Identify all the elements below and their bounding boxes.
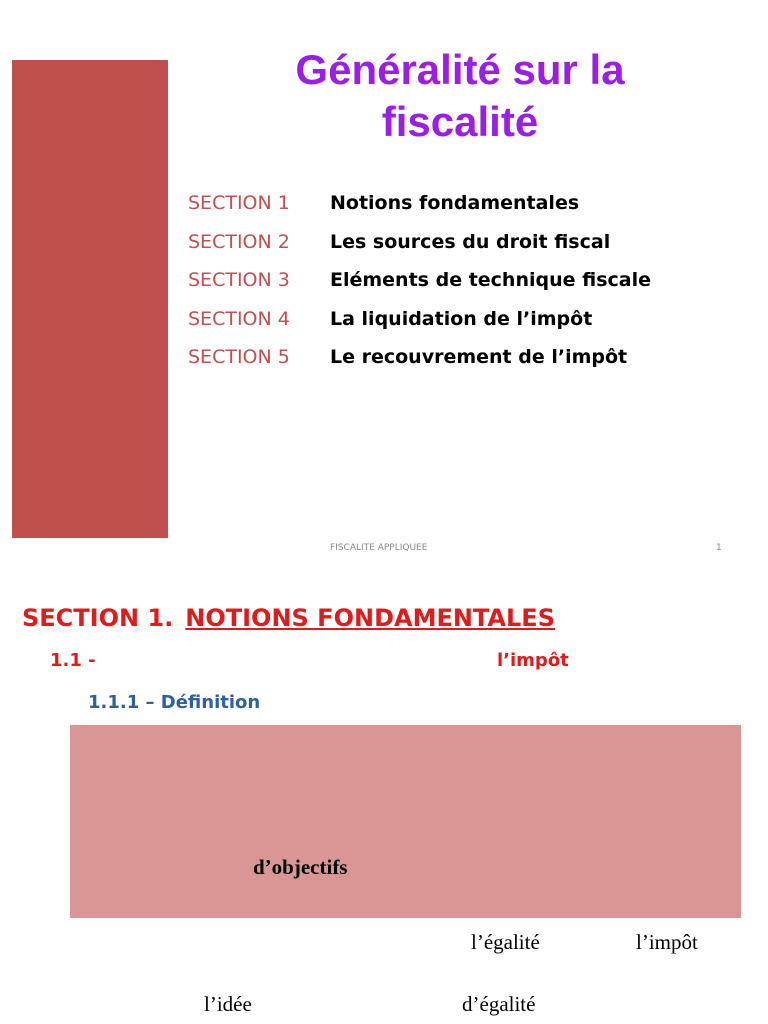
- section-item: [188, 338, 651, 377]
- body-word: l’idée: [204, 992, 252, 1016]
- section-list: [188, 184, 651, 377]
- title-line-1: Généralité sur la: [295, 46, 625, 93]
- body-word: l’égalité: [471, 930, 540, 954]
- section-title: Eléments de technique fiscale: [330, 269, 651, 292]
- title-line-2: fiscalité: [381, 98, 539, 145]
- slide-title: [200, 44, 720, 148]
- section-item: [188, 261, 651, 300]
- section-item: [188, 300, 651, 339]
- section-title: Le recouvrement de l’impôt: [330, 346, 628, 369]
- section-number: SECTION 3: [188, 269, 290, 292]
- heading-title: NOTIONS FONDAMENTALES: [185, 604, 555, 632]
- section-number: SECTION 2: [188, 230, 290, 253]
- section-number: SECTION 5: [188, 346, 290, 369]
- body-word: l’impôt: [636, 930, 698, 954]
- definition-box: [70, 725, 741, 918]
- body-word: d’égalité: [462, 992, 536, 1016]
- subsection-title: l’impôt: [497, 650, 569, 671]
- definition-heading: 1.1.1 – Définition: [88, 692, 261, 713]
- section-item: [188, 223, 651, 262]
- section-title: Notions fondamentales: [330, 192, 580, 215]
- section-item: [188, 184, 651, 223]
- section-number: SECTION 4: [188, 307, 290, 330]
- section-title: Les sources du droit fiscal: [330, 230, 611, 253]
- section-title: La liquidation de l’impôt: [330, 307, 593, 330]
- page-number: 1: [716, 543, 722, 553]
- heading-prefix: SECTION 1.: [22, 604, 174, 632]
- content-page: [0, 572, 768, 1024]
- subsection-number: 1.1 -: [50, 650, 96, 671]
- accent-bar: [12, 60, 168, 538]
- definition-word: d’objectifs: [253, 855, 348, 879]
- slide-footer: FISCALITE APPLIQUEE: [330, 543, 428, 553]
- section-number: SECTION 1: [188, 192, 290, 215]
- section-heading: [22, 604, 555, 632]
